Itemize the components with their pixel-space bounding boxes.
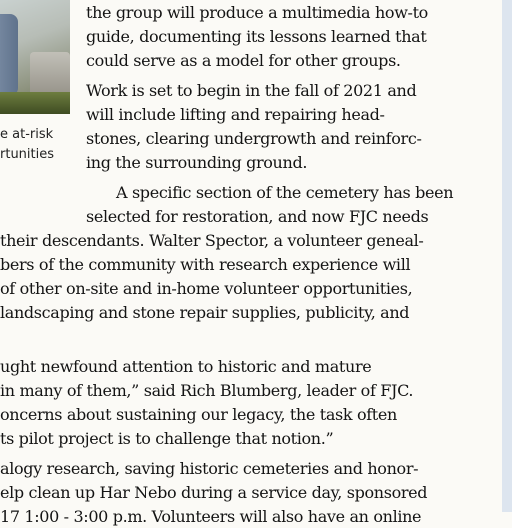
page-edge: [502, 0, 512, 512]
p2-line-4: ing the surrounding ground.: [86, 153, 308, 172]
p3-line-5: of other on-site and in-home volunteer opportunities,: [0, 279, 413, 298]
photo-caption: [0, 125, 80, 165]
caption-line-2: rtunities: [0, 147, 55, 162]
p4-line-2: in many of them,” said Rich Blumberg, leader of FJC.: [0, 381, 414, 400]
grass-ground: [0, 92, 70, 114]
p3-line-4: bers of the community with research experience will: [0, 255, 411, 274]
cemetery-photo: [0, 0, 70, 114]
p2-line-2: will include lifting and repairing head-: [86, 105, 385, 124]
p5-line-2: elp clean up Har Nebo during a service day, sponsored: [0, 483, 428, 502]
p1-line-1: the group will produce a multimedia how-to: [86, 3, 428, 22]
p3-line-1: A specific section of the cemetery has been: [116, 183, 454, 202]
p4-line-4: ts pilot project is to challenge that notion.”: [0, 429, 334, 448]
p1-line-2: guide, documenting its lessons learned that: [86, 27, 427, 46]
p5-line-1: alogy research, saving historic cemeteries and honor-: [0, 459, 419, 478]
p2-line-1: Work is set to begin in the fall of 2021 and: [86, 81, 417, 100]
p3-line-6: landscaping and stone repair supplies, publicity, and: [0, 303, 410, 322]
volunteer-figure: [0, 14, 18, 96]
p4-line-1: ught newfound attention to historic and mature: [0, 357, 372, 376]
p1-line-3: could serve as a model for other groups.: [86, 51, 401, 70]
p5-line-3: 17 1:00 - 3:00 p.m. Volunteers will also have an online: [0, 507, 422, 526]
p3-line-2: selected for restoration, and now FJC needs: [86, 207, 429, 226]
p3-line-3: their descendants. Walter Spector, a volunteer geneal-: [0, 231, 424, 250]
p4-line-3: oncerns about sustaining our legacy, the task often: [0, 405, 397, 424]
p2-line-3: stones, clearing undergrowth and reinforc-: [86, 129, 422, 148]
caption-line-1: e at-risk: [0, 127, 54, 142]
